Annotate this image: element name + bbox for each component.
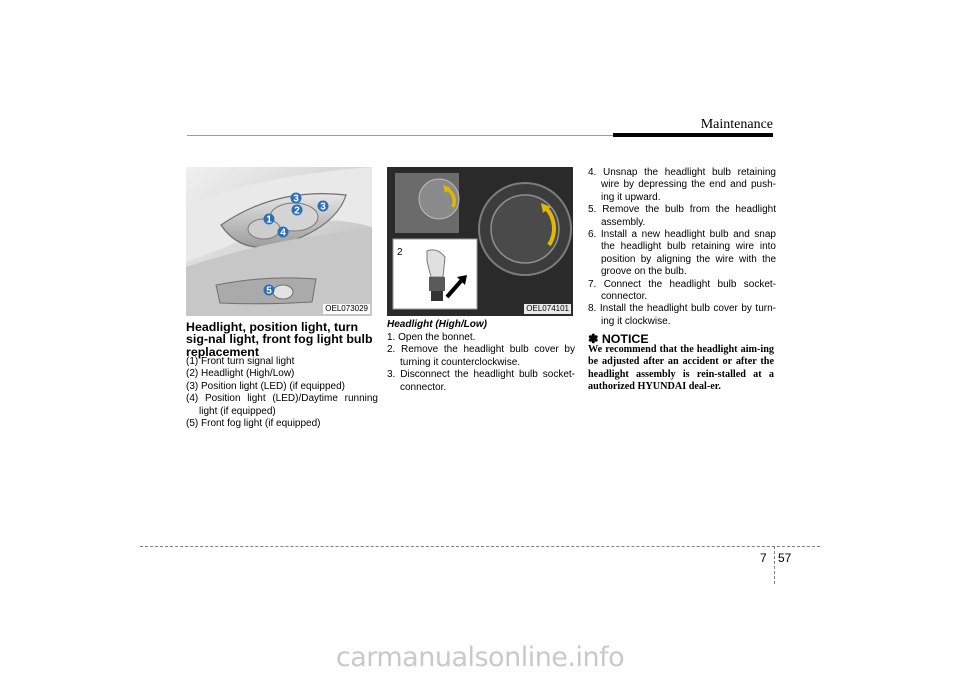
chapter-number: 7 — [760, 551, 767, 565]
procedure-subheading: Headlight (High/Low) — [387, 319, 487, 330]
section-heading: Headlight, position light, turn sig-nal light, front fog light bulb replacement — [186, 320, 373, 359]
headlight-cluster-figure — [186, 167, 372, 316]
bulb-removal-figure — [387, 167, 573, 316]
callout-label: 4 — [280, 227, 286, 239]
section-title: Maintenance — [700, 117, 773, 132]
callout-label: 2 — [294, 205, 300, 217]
callout-label: 2 — [397, 247, 403, 258]
notice-title: ✽ NOTICE — [588, 332, 649, 346]
callout-label: 5 — [266, 285, 272, 297]
watermark: carmanualsonline.info — [335, 642, 625, 673]
procedure-steps — [387, 332, 575, 394]
figure-code: OEL074101 — [526, 304, 569, 313]
procedure-step: 3. Disconnect the headlight bulb socket-connector. — [387, 369, 575, 393]
headlight-cluster-illustration — [186, 167, 372, 316]
legend-item: (4) Position light (LED)/Daytime running light (if equipped) — [186, 393, 378, 417]
bulb-removal-illustration — [387, 167, 573, 316]
procedure-step: 7. Connect the headlight bulb socket-connector. — [588, 278, 776, 303]
callout-label: 3 — [320, 201, 326, 213]
callout-label: 1 — [266, 214, 272, 226]
procedure-step: 1. Open the bonnet. — [387, 332, 476, 343]
procedure-steps-continued — [588, 167, 776, 328]
page-number: 57 — [778, 551, 792, 565]
procedure-step: 8. Install the headlight bulb cover by turn-ing it clockwise. — [588, 303, 776, 327]
legend-item: (5) Front fog light (if equipped) — [186, 418, 321, 430]
procedure-step: 2. Remove the headlight bulb cover by turning it counterclockwise. — [387, 344, 575, 368]
header-rule-accent — [613, 133, 773, 137]
notice-text: We recommend that the headlight aim-ing be adjusted after an accident or after the headlight assembly is rein-stalled at a authorized HYUNDAI deal-er. — [588, 344, 774, 393]
procedure-step: 4. Unsnap the headlight bulb retaining wire by depressing the end and push-ing it upward. — [588, 167, 776, 203]
footer-divider — [774, 546, 775, 584]
component-legend — [186, 356, 378, 430]
footer-rule — [140, 546, 820, 547]
procedure-step: 5. Remove the bulb from the headlight assembly. — [588, 204, 776, 228]
figure-code: OEL073029 — [325, 304, 368, 313]
legend-item: (2) Headlight (High/Low) — [186, 368, 295, 380]
legend-item: (3) Position light (LED) (if equipped) — [186, 380, 345, 392]
procedure-step: 6. Install a new headlight bulb and snap the headlight bulb retaining wire into position by aligning the wire with the groove on the bulb. — [588, 229, 776, 278]
legend-item: (1) Front turn signal light — [186, 356, 295, 367]
callout-label: 3 — [293, 193, 299, 205]
